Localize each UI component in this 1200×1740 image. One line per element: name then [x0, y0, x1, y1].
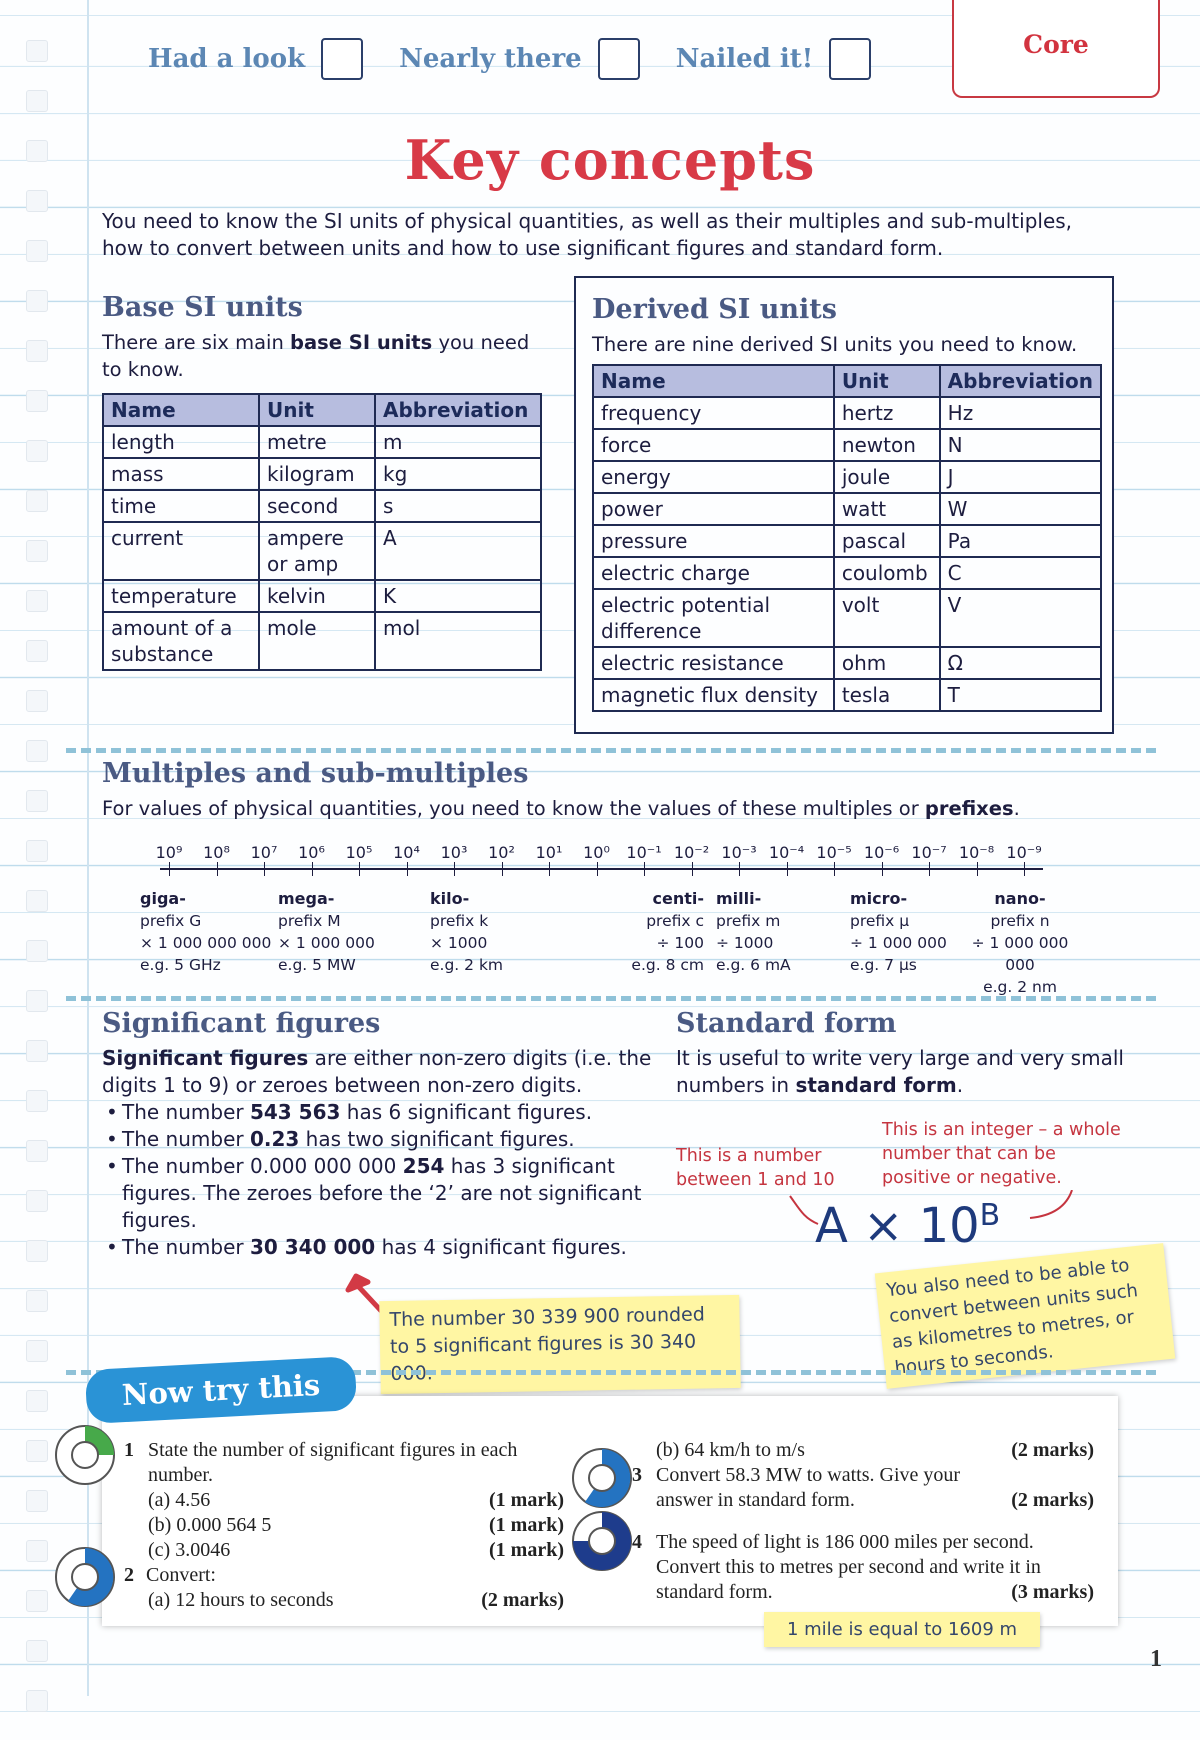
sigfig-list	[102, 1099, 662, 1261]
exponent-label: 10¹	[535, 843, 563, 862]
page-title: Key concepts	[404, 128, 816, 192]
table-row: current ampere or amp A	[103, 522, 541, 580]
column-header: Abbreviation	[375, 394, 541, 426]
standard-form-heading: Standard form	[676, 1008, 897, 1039]
axis-tick	[644, 862, 645, 876]
table-row: frequency hertz Hz	[593, 397, 1101, 429]
axis-tick	[169, 862, 170, 876]
derived-si-text: There are nine derived SI units you need to know.	[592, 333, 1078, 356]
table-row: electric resistance ohm Ω	[593, 647, 1101, 679]
page-number: 1	[1150, 1646, 1162, 1672]
exponent-label: 10⁹	[155, 843, 183, 862]
column-header: Unit	[834, 365, 940, 397]
axis-tick	[739, 862, 740, 876]
axis-tick	[692, 862, 693, 876]
exponent-label: 10⁻⁴	[768, 843, 805, 862]
exponent-labels	[144, 843, 1044, 867]
progress-tracker	[148, 38, 890, 80]
base-si-table	[102, 393, 542, 671]
exponent-label: 10⁻⁸	[958, 843, 995, 862]
exponent-label: 10⁶	[298, 843, 325, 862]
question-1: 1 State the number of significant figures in each number.	[124, 1439, 518, 1486]
axis-tick	[407, 862, 408, 876]
exponent-label: 10⁻¹	[626, 843, 662, 862]
table-row: length metre m	[103, 426, 541, 458]
axis-tick	[502, 862, 503, 876]
sigfig-heading: Significant figures	[102, 1008, 381, 1039]
base-si-section	[102, 292, 542, 671]
table-row: magnetic flux density tesla T	[593, 679, 1101, 711]
axis-tick	[597, 862, 598, 876]
table-row: time second s	[103, 490, 541, 522]
derived-si-heading: Derived SI units	[592, 294, 837, 325]
prefix-micro: micro- prefix µ ÷ 1 000 000 e.g. 7 µs	[850, 889, 947, 974]
standard-form-section	[676, 1008, 1136, 1099]
binder-holes	[26, 40, 48, 1740]
table-row: mass kilogram kg	[103, 458, 541, 490]
question-2b: (b) 64 km/h to m/s (2 marks)	[656, 1439, 1094, 1461]
standard-form-formula: $A \times 10^B$	[815, 1198, 1001, 1254]
had-a-look-checkbox[interactable]	[321, 38, 363, 80]
derived-si-table	[592, 364, 1102, 712]
multiples-text: For values of physical quantities, you need to know the values of these multiples or prefixes.	[102, 797, 1020, 820]
exponent-label: 10⁻⁵	[816, 843, 852, 862]
multiples-section	[102, 758, 1162, 822]
nearly-there-checkbox[interactable]	[598, 38, 640, 80]
question-4: 4 The speed of light is 186 000 miles per second. Convert this to metres per second and write it in standard form. (3 marks)	[632, 1531, 1094, 1603]
exponent-label: 10⁻⁷	[911, 843, 947, 862]
table-row: temperature kelvin K	[103, 580, 541, 612]
section-divider	[66, 996, 1156, 1001]
question-1a: (a) 4.56 (1 mark)	[148, 1489, 564, 1511]
question-2a: (a) 12 hours to seconds (2 marks)	[148, 1589, 564, 1611]
axis-tick	[454, 862, 455, 876]
table-row: electric potential difference volt V	[593, 589, 1101, 647]
standard-form-note: You also need to be able to convert between units such as kilometres to metres, or hours to seconds.	[875, 1243, 1176, 1389]
list-item: • The number 0.000 000 000 254 has 3 significant figures. The zeroes before the ‘2’ are not significant figures.	[122, 1153, 662, 1234]
column-header: Name	[103, 394, 259, 426]
difficulty-dial-icon	[569, 1508, 635, 1574]
question-1c: (c) 3.0046 (1 mark)	[148, 1539, 564, 1561]
difficulty-dial-icon	[52, 1422, 118, 1488]
prefix-nano: nano- prefix n ÷ 1 000 000 000 e.g. 2 nm	[971, 889, 1069, 996]
section-divider	[66, 748, 1156, 753]
column-header: Abbreviation	[940, 365, 1101, 397]
base-si-text: There are six main base SI units you need to know.	[102, 331, 530, 381]
table-row: power watt W	[593, 493, 1101, 525]
core-badge-label: Core	[1023, 30, 1089, 59]
table-row: pressure pascal Pa	[593, 525, 1101, 557]
axis-tick	[929, 862, 930, 876]
question-3: 3 Convert 58.3 MW to watts. Give your answer in standard form. (2 marks)	[632, 1464, 1094, 1511]
axis-tick	[787, 862, 788, 876]
exponent-label: 10⁸	[203, 843, 230, 862]
standard-form-text: It is useful to write very large and very small numbers in standard form.	[676, 1046, 1124, 1097]
exponent-label: 10⁵	[345, 843, 373, 862]
intro-text: You need to know the SI units of physical quantities, as well as their multiples and sub-multiples, how to convert between units and how to use significant figures and standard form.	[102, 209, 1073, 260]
annotation-b: This is an integer – a whole number that can be positive or negative.	[882, 1120, 1121, 1188]
difficulty-dial-icon	[569, 1445, 635, 1511]
list-item: • The number 30 340 000 has 4 significant figures.	[122, 1234, 662, 1261]
nailed-it-checkbox[interactable]	[829, 38, 871, 80]
prefix-kilo: kilo- prefix k × 1000 e.g. 2 km	[430, 889, 504, 974]
axis-tick	[359, 862, 360, 876]
exponent-label: 10⁴	[393, 843, 420, 862]
prefix-centi: centi- prefix c ÷ 100 e.g. 8 cm	[631, 889, 704, 974]
exponent-label: 10²	[488, 843, 515, 862]
difficulty-dial-icon	[52, 1544, 118, 1610]
axis-tick	[1024, 862, 1025, 876]
annotation-a: This is a number between 1 and 10	[676, 1146, 835, 1190]
question-1b: (b) 0.000 564 5 (1 mark)	[148, 1514, 564, 1536]
exponent-label: 10⁷	[250, 843, 278, 862]
progress-label: Had a look	[148, 44, 306, 74]
now-try-this-tab: Now try this	[85, 1356, 357, 1424]
base-si-heading: Base SI units	[102, 292, 303, 323]
progress-label: Nearly there	[399, 44, 582, 74]
prefix-scale-axis	[160, 868, 1043, 870]
multiples-heading: Multiples and sub-multiples	[102, 758, 529, 789]
column-header: Name	[593, 365, 834, 397]
core-badge	[952, 0, 1160, 98]
question-2: 2 Convert:	[124, 1564, 216, 1586]
table-row: energy joule J	[593, 461, 1101, 493]
exponent-label: 10⁻²	[673, 843, 710, 862]
table-row: amount of a substance mole mol	[103, 612, 541, 670]
axis-tick	[834, 862, 835, 876]
column-header: Unit	[259, 394, 375, 426]
prefix-giga: giga- prefix G × 1 000 000 000 e.g. 5 GHz	[140, 889, 272, 974]
exponent-label: 10⁻³	[721, 843, 757, 862]
list-item: • The number 0.23 has two significant figures.	[122, 1126, 662, 1153]
sigfig-definition: Significant figures are either non-zero digits (i.e. the digits 1 to 9) or zeroes between non-zero digits.	[102, 1046, 652, 1097]
exponent-label: 10³	[440, 843, 468, 862]
exponent-label: 10⁻⁹	[1006, 843, 1042, 862]
axis-tick	[549, 862, 550, 876]
axis-tick	[882, 862, 883, 876]
hint-note: 1 mile is equal to 1609 m	[764, 1612, 1040, 1647]
table-row: force newton N	[593, 429, 1101, 461]
derived-si-section	[574, 276, 1114, 734]
sigfig-note: The number 30 339 900 rounded to 5 significant figures is 30 340 000.	[379, 1295, 741, 1394]
exponent-label: 10⁻⁶	[863, 843, 900, 862]
progress-label: Nailed it!	[675, 44, 814, 74]
prefix-milli: milli- prefix m ÷ 1000 e.g. 6 mA	[716, 889, 791, 974]
axis-tick	[312, 862, 313, 876]
prefix-mega: mega- prefix M × 1 000 000 e.g. 5 MW	[278, 889, 375, 974]
exponent-label: 10⁰	[583, 843, 610, 862]
axis-tick	[264, 862, 265, 876]
significant-figures-section	[102, 1008, 662, 1261]
axis-tick	[977, 862, 978, 876]
table-row: electric charge coulomb C	[593, 557, 1101, 589]
axis-tick	[217, 862, 218, 876]
list-item: • The number 543 563 has 6 significant figures.	[122, 1099, 662, 1126]
